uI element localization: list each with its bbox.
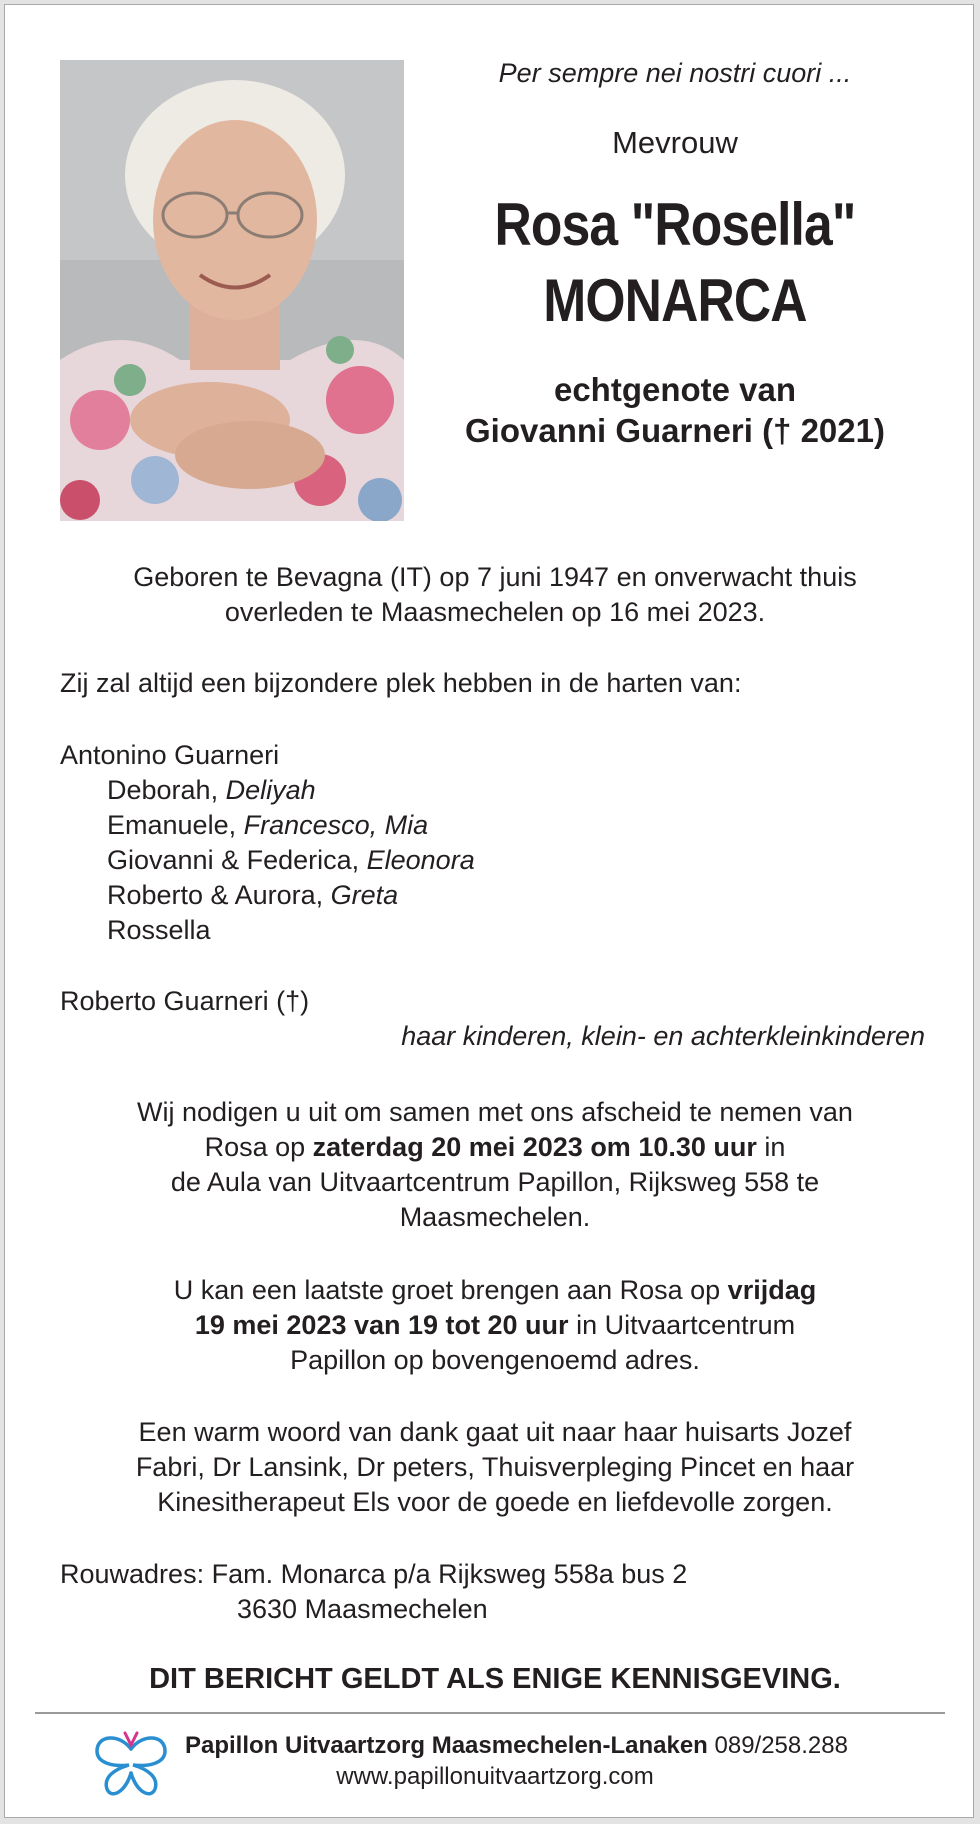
deceased-name-last: MONARCA: [543, 267, 807, 334]
intro-text: Zij zal altijd een bijzondere plek hebben in de harten van:: [60, 668, 742, 698]
portrait-photo: [60, 60, 404, 521]
butterfly-icon: [91, 1729, 171, 1801]
condolence-address-line-1: Rouwadres: Fam. Monarca p/a Rijksweg 558a bus 2: [60, 1559, 688, 1589]
birth-line-2: overleden te Maasmechelen op 16 mei 2023.: [224, 597, 766, 627]
ceremony-text: Wij nodigen u uit om samen met ons afscheid te nemen van Rosa op zaterdag 20 mei 2023 om 10.30 uur in de Aula van Uitvaartcentrum Papillon, Rijksweg 558 te Maasmechelen.: [137, 1097, 853, 1232]
family-closing: haar kinderen, klein- en achterkleinkinderen: [401, 1021, 925, 1051]
company-name: Papillon Uitvaartzorg Maasmechelen-Lanaken: [185, 1732, 708, 1759]
family-second-head: Roberto Guarneri (†): [60, 986, 310, 1016]
family-member: Emanuele, Francesco, Mia: [107, 810, 429, 840]
company-website: www.papillonuitvaartzorg.com: [336, 1763, 654, 1790]
family-member: Giovanni & Federica, Eleonora: [107, 845, 475, 875]
family-member: Roberto & Aurora, Greta: [107, 880, 399, 910]
spouse-name: Giovanni Guarneri († 2021): [465, 412, 885, 449]
salutation: Mevrouw: [612, 125, 738, 160]
spouse-prefix: echtgenote van: [553, 371, 797, 408]
company-phone: 089/258.288: [707, 1732, 848, 1759]
closing-notice: DIT BERICHT GELDT ALS ENIGE KENNISGEVING.: [149, 1663, 841, 1695]
birth-death-text: [60, 560, 930, 630]
footer-company: [185, 1730, 848, 1762]
family-member: Deborah, Deliyah: [107, 775, 316, 805]
family-head: Antonino Guarneri: [60, 740, 280, 770]
motto: Per sempre nei nostri cuori ...: [498, 58, 852, 88]
family-member: Rossella: [107, 915, 211, 945]
visitation-text: U kan een laatste groet brengen aan Rosa op vrijdag 19 mei 2023 van 19 tot 20 uur in Uitvaartcentrum Papillon op bovengenoemd adres.: [173, 1275, 817, 1375]
death-notice-card: [4, 4, 974, 1818]
spouse-info: [435, 369, 915, 451]
deceased-name-first: Rosa "Rosella": [494, 191, 856, 258]
condolence-address-line-2: 3630 Maasmechelen: [237, 1594, 488, 1624]
footer-divider: [35, 1712, 945, 1714]
birth-line-1: Geboren te Bevagna (IT) op 7 juni 1947 en onverwacht thuis: [133, 562, 857, 592]
thanks-text: Een warm woord van dank gaat uit naar haar huisarts Jozef Fabri, Dr Lansink, Dr peters, Thuisverpleging Pincet en haar Kinesitherapeut Els voor de goede en liefdevolle zorgen.: [135, 1417, 855, 1517]
